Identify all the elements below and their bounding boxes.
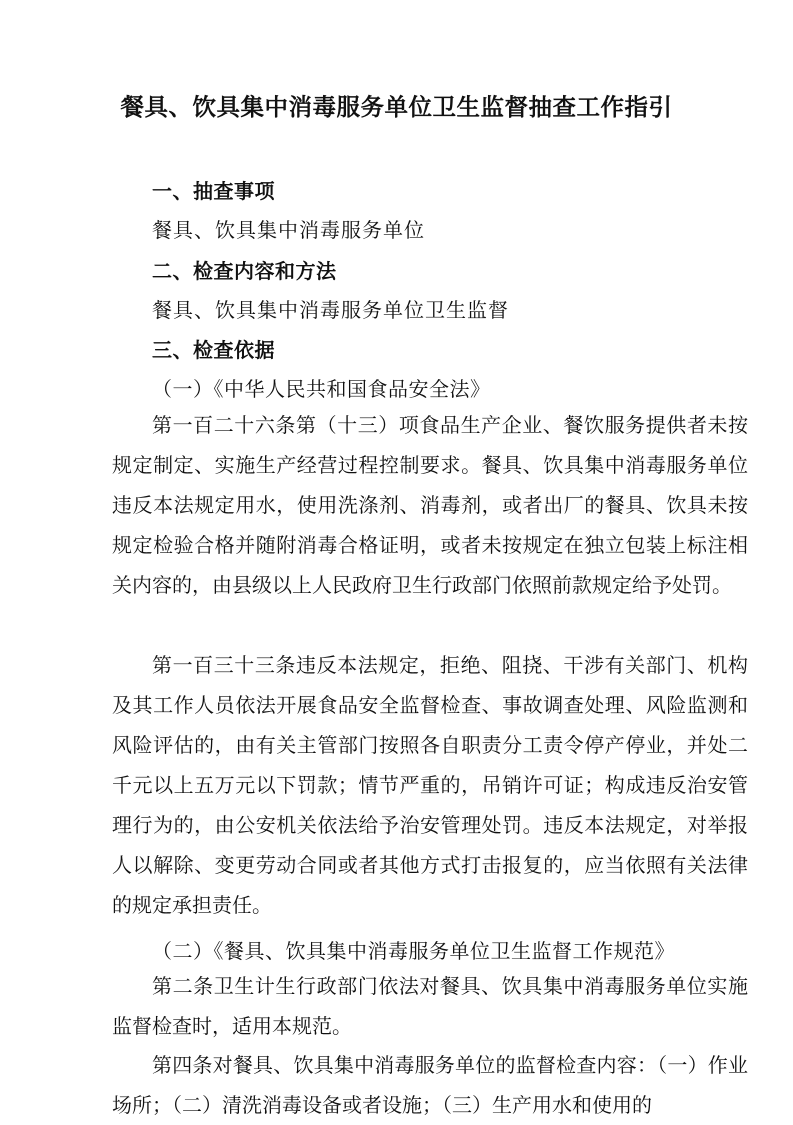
paragraph-article-4: 第四条对餐具、饮具集中消毒服务单位的监督检查内容：（一）作业场所；（二）清洗消毒设备或者设施；（三）生产用水和使用的 (112, 1053, 748, 1117)
paragraph-article-2: 第二条卫生计生行政部门依法对餐具、饮具集中消毒服务单位实施监督检查时，适用本规范。 (112, 974, 748, 1038)
section-body-inspection-items: 餐具、饮具集中消毒服务单位 (152, 218, 425, 242)
section-heading-basis: 三、检查依据 (152, 338, 275, 362)
section-heading-content-methods: 二、检查内容和方法 (152, 259, 337, 283)
section-heading-inspection-items: 一、抽查事项 (152, 179, 275, 203)
section-body-content-methods: 餐具、饮具集中消毒服务单位卫生监督 (152, 298, 509, 322)
basis-subheading-supervision-norms: （二）《餐具、饮具集中消毒服务单位卫生监督工作规范》 (152, 939, 675, 963)
paragraph-article-126: 第一百二十六条第（十三）项食品生产企业、餐饮服务提供者未按规定制定、实施生产经营过程控制要求。餐具、饮具集中消毒服务单位违反本法规定用水，使用洗涤剂、消毒剂，或者出厂的餐具、饮具未按规定检验合格并随附消毒合格证明，或者未按规定在独立包装上标注相关内容的，由县级以上人民政府卫生行政部门依照前款规定给予处罚。 (112, 413, 748, 597)
paragraph-article-133: 第一百三十三条违反本法规定，拒绝、阻挠、干涉有关部门、机构及其工作人员依法开展食品安全监督检查、事故调查处理、风险监测和风险评估的，由有关主管部门按照各自职责分工责令停产停业，并处二千元以上五万元以下罚款；情节严重的，吊销许可证；构成违反治安管理行为的，由公安机关依法给予治安管理处罚。违反本法规定，对举报人以解除、变更劳动合同或者其他方式打击报复的，应当依照有关法律的规定承担责任。 (112, 653, 748, 917)
document-title: 餐具、饮具集中消毒服务单位卫生监督抽查工作指引 (120, 93, 673, 121)
basis-subheading-food-safety-law: （一）《中华人民共和国食品安全法》 (152, 377, 491, 401)
